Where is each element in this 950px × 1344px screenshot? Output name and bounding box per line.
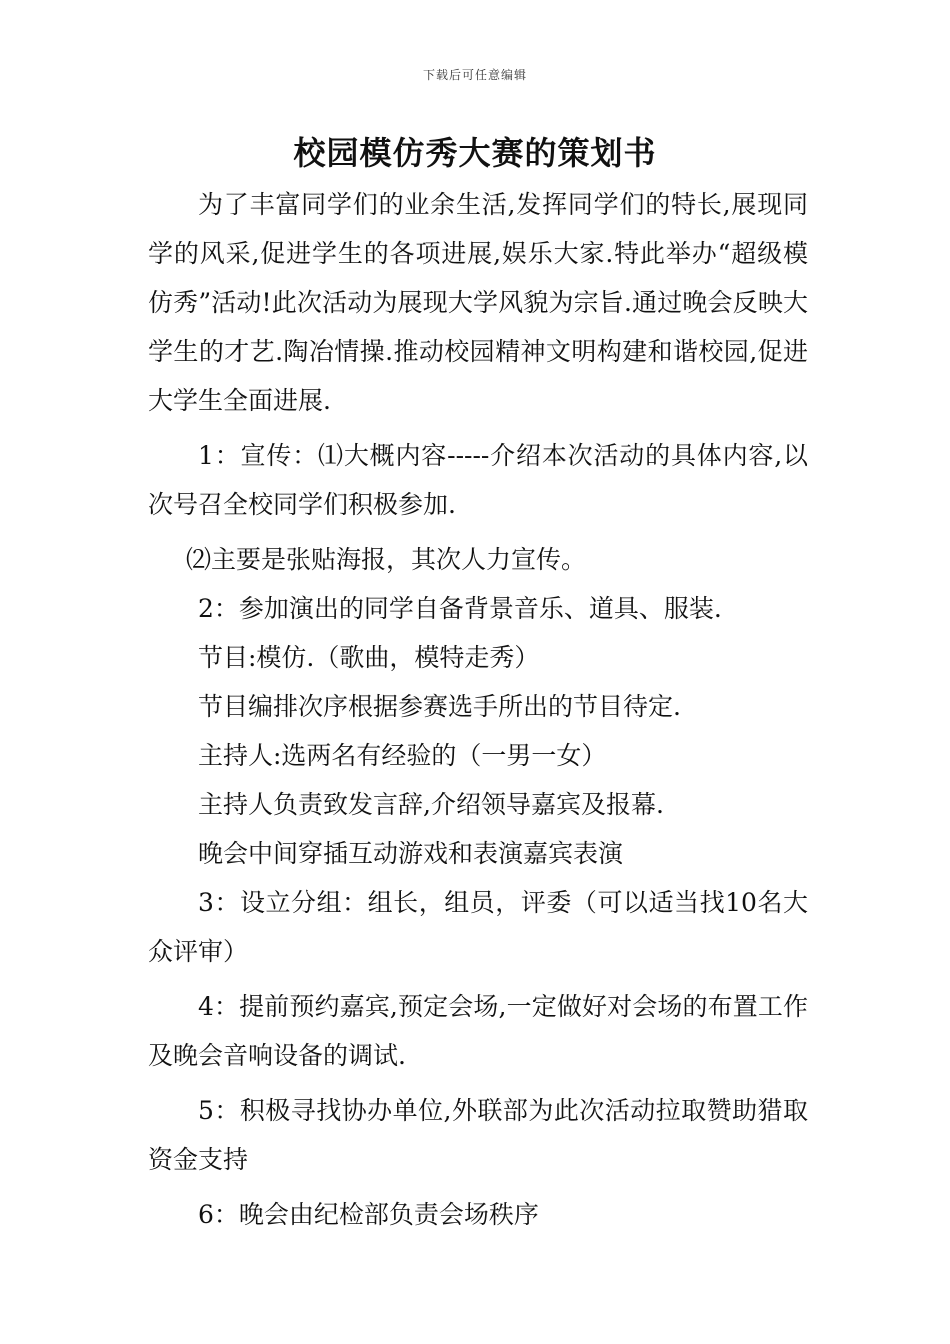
item-1-sub-point: ⑵主要是张贴海报，其次人力宣传。	[186, 545, 587, 574]
item-5-sponsorship: 5：积极寻找协办单位,外联部为此次活动拉取赞助猎取资金支持	[148, 1096, 808, 1174]
item-3-grouping: 3：设立分组：组长，组员，评委（可以适当找10名大众评审）	[148, 888, 808, 966]
program-line: 节目:模仿.（歌曲，模特走秀）	[198, 643, 540, 672]
item-6-order: 6：晚会由纪检部负责会场秩序	[198, 1200, 539, 1229]
host-duty-line: 主持人负责致发言辞,介绍领导嘉宾及报幕.	[198, 790, 664, 819]
program-order-line: 节目编排次序根据参赛选手所出的节目待定.	[198, 692, 681, 721]
interlude-line: 晚会中间穿插互动游戏和表演嘉宾表演	[198, 839, 624, 868]
item-1-publicity: 1：宣传：⑴大概内容-----介绍本次活动的具体内容,以次号召全校同学们积极参加.	[148, 441, 808, 519]
document-body	[148, 180, 808, 1239]
document-title: 校园模仿秀大赛的策划书	[293, 134, 657, 172]
item-4-booking: 4：提前预约嘉宾,预定会场,一定做好对会场的布置工作及晚会音响设备的调试.	[148, 992, 808, 1070]
header-note: 下载后可任意编辑	[422, 68, 527, 82]
host-line: 主持人:选两名有经验的（一男一女）	[198, 741, 607, 770]
item-2-preparation: 2：参加演出的同学自备背景音乐、道具、服装.	[198, 594, 722, 623]
intro-paragraph: 为了丰富同学们的业余生活,发挥同学们的特长,展现同学的风采,促进学生的各项进展,娱乐大家.特此举办“超级模仿秀”活动!此次活动为展现大学风貌为宗旨.通过晚会反映大学生的才艺.陶冶情操.推动校园精神文明构建和谐校园,促进大学生全面进展.	[148, 190, 808, 415]
